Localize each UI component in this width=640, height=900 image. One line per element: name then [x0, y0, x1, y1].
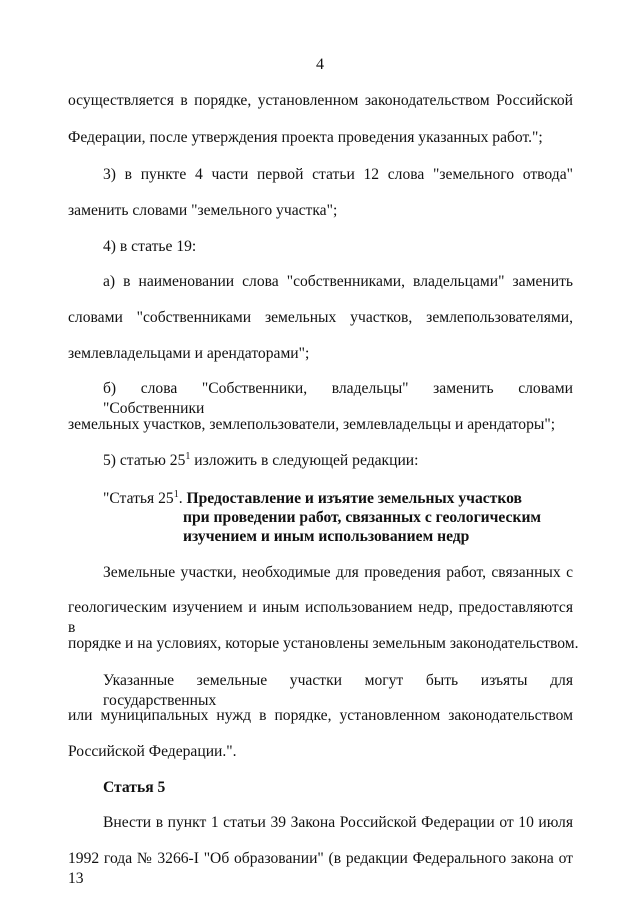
text-line: Указанные земельные участки могут быть изъяты для государственных [103, 672, 573, 709]
text-line: 3) в пункте 4 части первой статьи 12 слова "земельного отвода" [103, 166, 573, 183]
text-fragment: изложить в следующей редакции: [190, 452, 419, 469]
text-line: а) в наименовании слова "собственниками, владельцами" заменить [103, 273, 573, 290]
text-line: словами "собственниками земельных участков, землепользователями, [68, 309, 573, 326]
superscript: 1 [173, 488, 179, 500]
text-fragment: "Статья 25 [103, 490, 174, 507]
article-title [103, 489, 522, 508]
superscript: 1 [185, 450, 191, 462]
text-fragment: Предоставление и изъятие земельных участков [186, 490, 522, 507]
text-line: осуществляется в порядке, установленном законодательством Российской [68, 92, 573, 109]
text-line: 4) в статье 19: [103, 238, 197, 255]
text-fragment: . [178, 490, 187, 507]
text-fragment: 5) статью 25 [103, 452, 186, 469]
text-line: 1992 года № 3266-I "Об образовании" (в редакции Федерального закона от 13 [68, 850, 573, 887]
text-line: или муниципальных нужд в порядке, установленном законодательством [68, 707, 573, 724]
text-line: Внести в пункт 1 статьи 39 Закона Российской Федерации от 10 июля [103, 814, 573, 831]
article-title-line: при проведении работ, связанных с геологическим [183, 509, 542, 526]
text-line: землевладельцами и арендаторами"; [68, 345, 310, 362]
article-heading: Статья 5 [103, 779, 166, 796]
text-line: земельных участков, землепользователи, землевладельцы и арендаторы"; [68, 416, 556, 433]
text-line [103, 451, 419, 471]
text-line: Земельные участки, необходимые для проведения работ, связанных с [103, 564, 573, 581]
text-line: Российской Федерации.". [68, 743, 237, 760]
text-line: заменить словами "земельного участка"; [68, 202, 338, 219]
article-title-line: изучением и иным использованием недр [183, 528, 470, 545]
text-line: геологическим изучением и иным использованием недр, предоставляются в [68, 599, 573, 636]
page-number: 4 [316, 56, 324, 73]
text-line: Федерации, после утверждения проекта проведения указанных работ."; [68, 129, 543, 146]
text-line: б) слова "Собственники, владельцы" заменить словами "Собственники [103, 380, 573, 417]
text-line: порядке и на условиях, которые установлены земельным законодательством. [68, 635, 579, 652]
article-title-line [103, 489, 522, 508]
